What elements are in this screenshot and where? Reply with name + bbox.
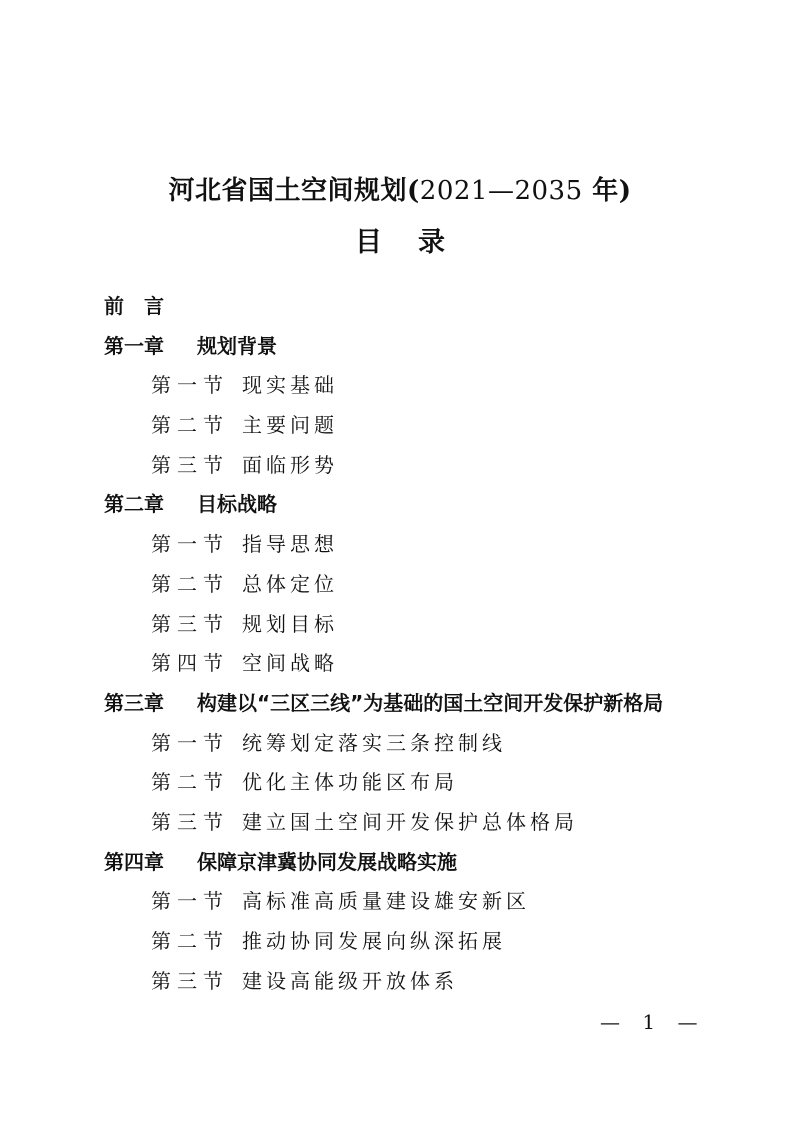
toc-section-entry[interactable] [104, 366, 764, 406]
toc-entry-title: 建立国土空间开发保护总体格局 [242, 809, 578, 834]
toc-entry-label: 第二节 [151, 929, 229, 953]
toc-entry-title: 高标准高质量建设雄安新区 [242, 889, 530, 914]
toc-chapter-entry[interactable] [104, 287, 764, 327]
toc-entry-label: 第一节 [151, 730, 229, 755]
toc-section-entry[interactable] [104, 882, 764, 922]
toc-section-entry[interactable] [104, 763, 764, 803]
toc-entry-title: 构建以“三区三线”为基础的国土空间开发保护新格局 [197, 690, 664, 715]
toc-section-entry[interactable] [104, 406, 764, 446]
toc-chapter-entry[interactable] [104, 684, 764, 724]
toc-entry-label: 第二章 [104, 492, 164, 517]
toc-entry-label: 第三章 [104, 690, 164, 715]
toc-entry-title: 主要问题 [242, 413, 338, 438]
toc-entry-title: 指导思想 [242, 532, 338, 557]
toc-entry-title: 总体定位 [242, 571, 338, 596]
toc-entry-title: 规划目标 [242, 611, 338, 636]
toc-entry-label: 第三节 [151, 611, 229, 636]
toc-entry-label: 第一节 [151, 532, 229, 557]
toc-entry-label: 第二节 [151, 770, 229, 795]
toc-section-entry[interactable] [104, 803, 764, 843]
toc-entry-label: 第三节 [151, 968, 229, 993]
toc-chapter-entry[interactable] [104, 843, 764, 883]
toc-entry-title: 规划背景 [197, 333, 277, 358]
table-of-contents [104, 287, 764, 1001]
toc-entry-label: 第三节 [151, 452, 229, 477]
toc-entry-title: 面临形势 [242, 452, 338, 477]
toc-section-entry[interactable] [104, 565, 764, 605]
toc-entry-label: 前 言 [104, 294, 164, 318]
toc-entry-title: 优化主体功能区布局 [242, 770, 458, 795]
toc-heading [0, 220, 800, 259]
toc-entry-label: 第三节 [151, 809, 229, 834]
toc-section-entry[interactable] [104, 525, 764, 565]
toc-entry-title: 推动协同发展向纵深拓展 [242, 929, 506, 953]
toc-chapter-entry[interactable] [104, 485, 764, 525]
toc-entry-title: 保障京津冀协同发展战略实施 [197, 849, 457, 874]
title-suffix: 年) [582, 176, 632, 206]
toc-entry-title: 统筹划定落实三条控制线 [242, 730, 506, 755]
toc-entry-label: 第二节 [151, 571, 229, 596]
document-title [0, 170, 800, 207]
toc-entry-label: 第一节 [151, 889, 229, 914]
toc-entry-title: 现实基础 [242, 373, 338, 398]
title-years: 2021—2035 [419, 176, 583, 206]
toc-entry-title: 建设高能级开放体系 [242, 968, 458, 993]
toc-entry-title: 目标战略 [197, 492, 277, 517]
title-main: 河北省国土空间规划( [168, 176, 420, 206]
toc-entry-label: 第二节 [151, 413, 229, 438]
toc-heading-char: 录 [418, 227, 445, 258]
toc-entry-label: 第四章 [104, 849, 164, 874]
toc-entry-label: 第一章 [104, 333, 164, 358]
toc-section-entry[interactable] [104, 644, 764, 684]
toc-chapter-entry[interactable] [104, 327, 764, 367]
toc-entry-label: 第四节 [151, 651, 229, 676]
page-number: — 1 — [600, 1010, 706, 1034]
toc-section-entry[interactable] [104, 922, 764, 962]
toc-section-entry[interactable] [104, 724, 764, 764]
toc-entry-label: 第一节 [151, 373, 229, 398]
toc-entry-title: 空间战略 [242, 651, 338, 676]
toc-section-entry[interactable] [104, 446, 764, 486]
toc-section-entry[interactable] [104, 605, 764, 645]
toc-section-entry[interactable] [104, 962, 764, 1002]
toc-heading-char: 目 [355, 227, 382, 258]
